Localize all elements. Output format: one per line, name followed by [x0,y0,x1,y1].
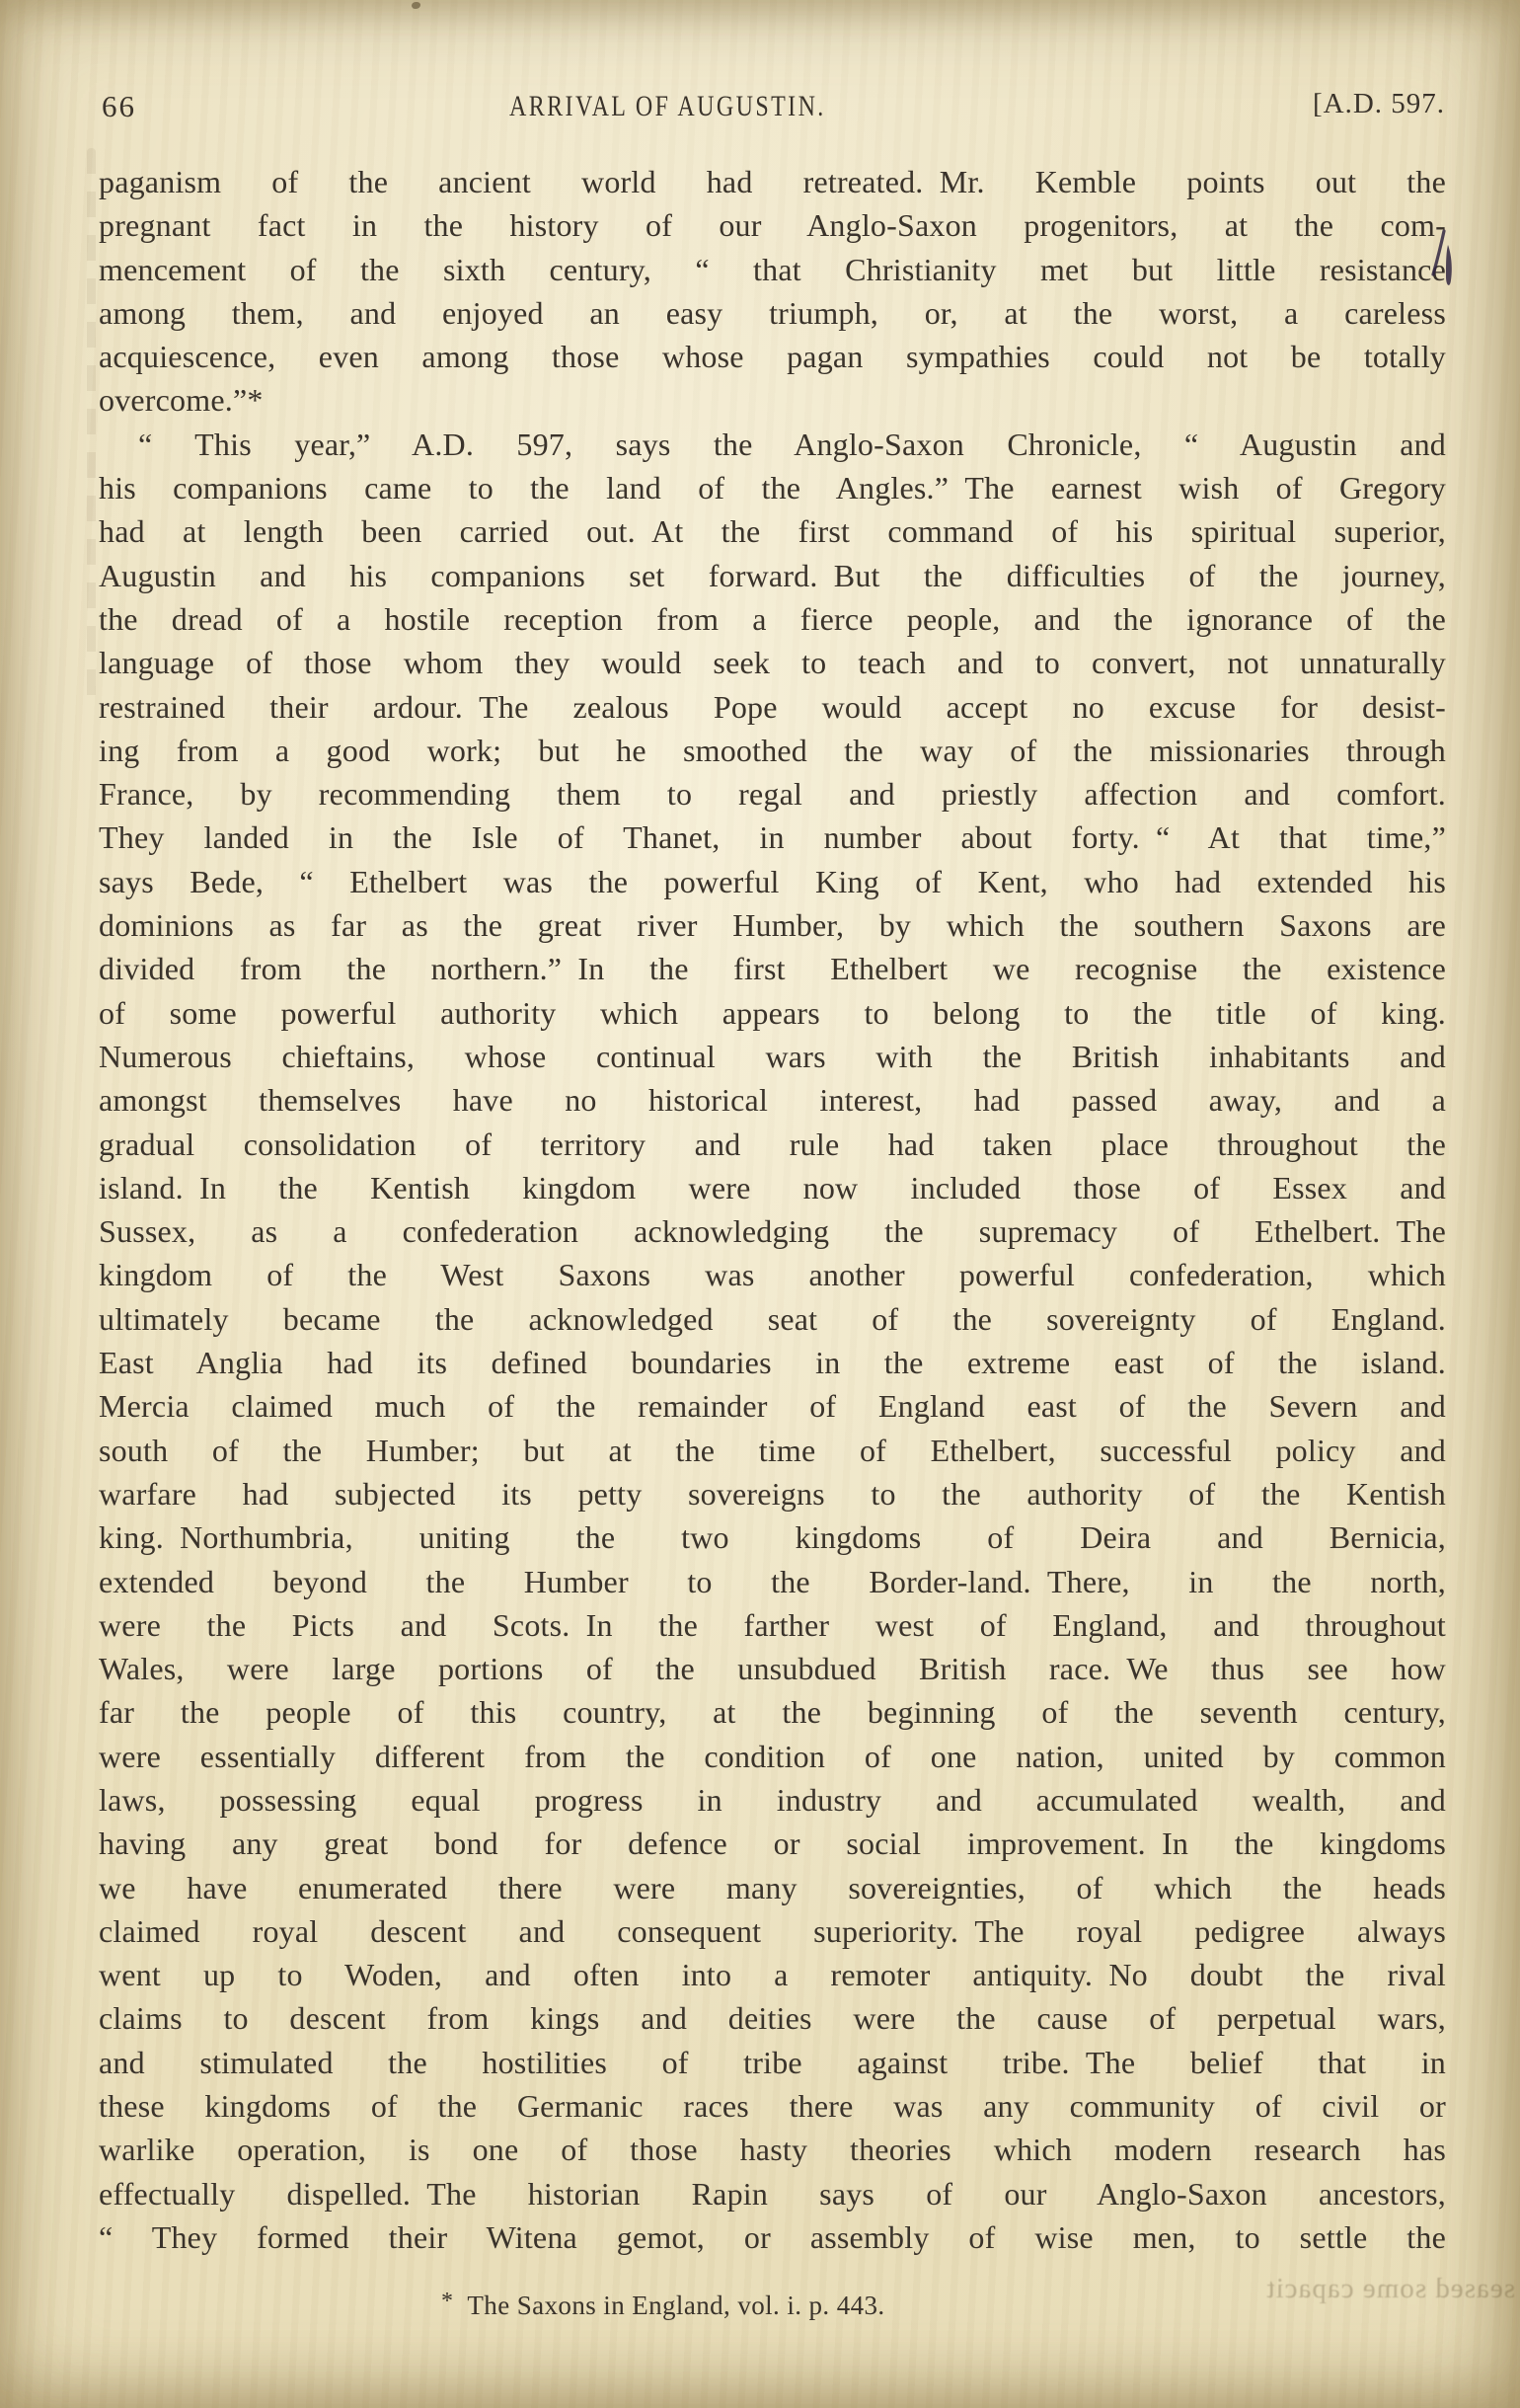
text-line: having any great bond for defence or social improvement. In the kingdoms [99,1825,1446,1862]
text-line: mencement of the sixth century, “ that Christianity met but little resistance [99,251,1446,287]
text-line: pregnant fact in the history of our Anglo-Saxon progenitors, at the com- [99,207,1446,244]
running-title: ARRIVAL OF AUGUSTIN. [509,90,826,122]
text-line: restrained their ardour. The zealous Pope would accept no excuse for desist- [99,688,1446,725]
text-line: France, by recommending them to regal and priestly affection and comfort. [99,776,1446,813]
text-line: East Anglia had its defined boundaries in the extreme east of the island. [99,1345,1446,1381]
text-line: went up to Woden, and often into a remoter antiquity. No doubt the rival [99,1957,1446,1993]
text-line: warlike operation, is one of those hasty theories which modern research has [99,2132,1446,2168]
date-marker: [A.D. 597. [1313,88,1446,119]
text-line: his companions came to the land of the Angles.” The earnest wish of Gregory [99,470,1446,506]
text-line: “ They formed their Witena gemot, or assembly of wise men, to settle the [99,2218,1446,2255]
text-line: king. Northumbria, uniting the two kingdoms of Deira and Bernicia, [99,1519,1446,1556]
text-line: paganism of the ancient world had retreated. Mr. Kemble points out the [99,164,1446,199]
text-line: the dread of a hostile reception from a fierce people, and the ignorance of the [99,600,1446,637]
text-line: we have enumerated there were many sovereignties, of which the heads [99,1869,1446,1905]
text-line: acquiescence, even among those whose pagan sympathies could not be totally [99,339,1446,375]
text-body [99,160,1446,2259]
footnote [441,2289,885,2321]
text-line: south of the Humber; but at the time of Ethelbert, successful policy and [99,1432,1446,1468]
text-line: ultimately became the acknowledged seat of the sovereignty of England. [99,1300,1446,1337]
text-line: amongst themselves have no historical interest, had passed away, and a [99,1082,1446,1119]
text-line: Sussex, as a confederation acknowledging the supremacy of Ethelbert. The [99,1213,1446,1250]
text-line: were essentially different from the condition of one nation, united by common [99,1738,1446,1774]
handwritten-margin-mark [1430,227,1464,306]
text-line: “ This year,” A.D. 597, says the Anglo-Saxon Chronicle, “ Augustin and [138,426,1446,462]
text-line: Augustin and his companions set forward. But the difficulties of the journey, [99,557,1446,593]
text-line: overcome.”* [99,382,264,419]
text-line: kingdom of the West Saxons was another powerful confederation, which [99,1257,1446,1293]
text-line: Wales, were large portions of the unsubdued British race. We thus see how [99,1651,1446,1687]
text-line: among them, and enjoyed an easy triumph, or, at the worst, a careless [99,294,1446,331]
text-line: says Bede, “ Ethelbert was the powerful King of Kent, who had extended his [99,863,1446,899]
text-line: gradual consolidation of territory and rule had taken place throughout the [99,1126,1446,1162]
scan-speck [412,2,420,9]
text-line: effectually dispelled. The historian Rapin says of our Anglo-Saxon ancestors, [99,2175,1446,2212]
text-line: island. In the Kentish kingdom were now included those of Essex and [99,1169,1446,1205]
text-line: language of those whom they would seek to teach and to convert, not unnaturally [99,645,1446,681]
text-line: ing from a good work; but he smoothed the way of the missionaries through [99,732,1446,768]
text-line: They landed in the Isle of Thanet, in number about forty. “ At that time,” [99,819,1446,856]
text-line: far the people of this country, at the beginning of the seventh century, [99,1694,1446,1731]
text-line: were the Picts and Scots. In the farther west of England, and throughout [99,1606,1446,1643]
text-line: claimed royal descent and consequent superiority. The royal pedigree always [99,1912,1446,1949]
scan-smudge-column [87,148,96,701]
page-number: 66 [102,89,136,123]
text-line: warfare had subjected its petty sovereigns to the authority of the Kentish [99,1475,1446,1512]
text-line: claims to descent from kings and deities were the cause of perpetual wars, [99,2000,1446,2037]
text-line: these kingdoms of the Germanic races there was any community of civil or [99,2088,1446,2125]
text-line: had at length been carried out. At the first command of his spiritual superior, [99,513,1446,550]
text-line: and stimulated the hostilities of tribe against tribe. The belief that in [99,2044,1446,2080]
text-line: divided from the northern.” In the first Ethelbert we recognise the existence [99,951,1446,987]
text-line: extended beyond the Humber to the Border-land. There, in the north, [99,1563,1446,1599]
footnote-text: The Saxons in England, vol. i. p. 443. [467,2291,885,2320]
asterisk-footnote-mark: * [441,2289,454,2314]
bleedthrough-text: seased some capacit [1265,2273,1515,2304]
text-line: dominions as far as the great river Humber, by which the southern Saxons are [99,907,1446,944]
text-line: laws, possessing equal progress in industry and accumulated wealth, and [99,1781,1446,1818]
text-line: Numerous chieftains, whose continual wars with the British inhabitants and [99,1038,1446,1074]
text-line: of some powerful authority which appears to belong to the title of king. [99,994,1446,1031]
text-line: Mercia claimed much of the remainder of England east of the Severn and [99,1388,1446,1425]
